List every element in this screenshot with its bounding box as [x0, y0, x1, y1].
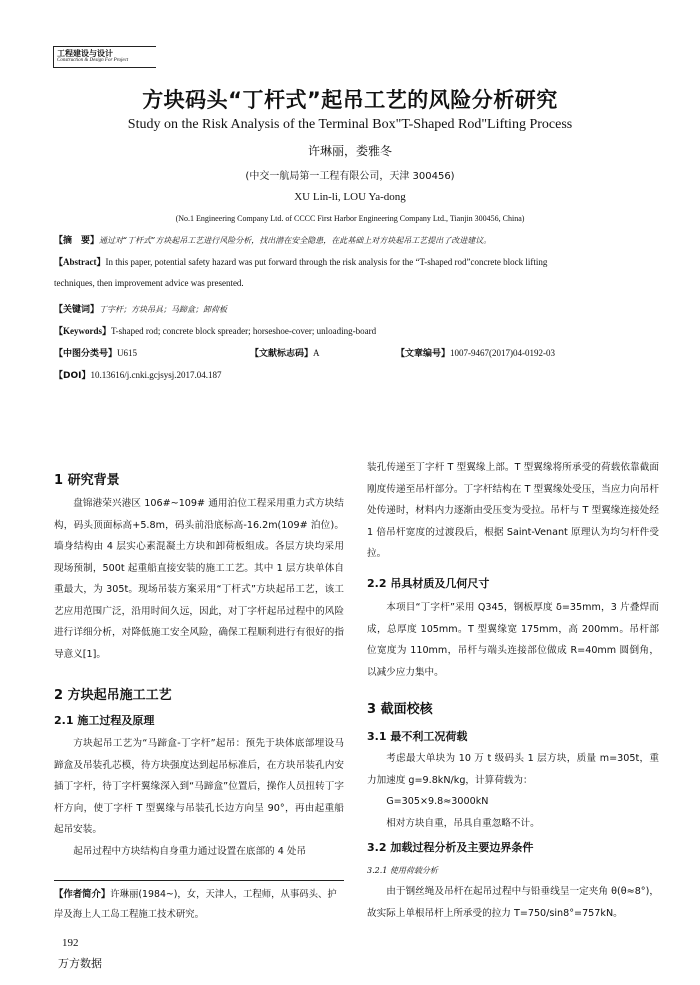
keywords-en-text: T-shaped rod; concrete block spreader; horseshoe-cover; unloading-board: [111, 326, 377, 336]
page-number: 192: [62, 937, 79, 949]
section-1-heading: 1 研究背景: [54, 473, 120, 488]
keywords-en: [54, 321, 658, 342]
doc-code-field: [250, 343, 320, 364]
wanfang-watermark: 万方数据: [58, 957, 102, 970]
article-no-field: [396, 343, 555, 364]
section-3-1-text-2: 相对方块自重，吊具自重忽略不计。: [386, 817, 540, 829]
section-3-2-1-text: 由于钢丝绳及吊杆在起吊过程中与铅垂线呈一定夹角 θ(θ≈8°)，故实际上单根吊杆上所承受的拉力 T=750/sin8°=757kN。: [367, 886, 659, 919]
section-3-1-text-1: 考虑最大单块为 10 万 t 级码头 1 层方块，质量 m=305t，重力加速度 g=9.8kN/kg，计算荷载为：: [367, 753, 659, 786]
section-2-1-paragraph: [54, 733, 344, 862]
doi-label: 【DOI】: [54, 371, 91, 381]
keywords-cn: [54, 300, 658, 320]
journal-name-cn: 工程建设与设计: [57, 49, 113, 58]
abstract-cn: [54, 231, 658, 251]
section-3-2-heading: 3.2 加载过程分析及主要边界条件: [367, 841, 534, 854]
section-2-2-text: 本项目“丁字杆”采用 Q345，钢板厚度 δ=35mm，3 片叠焊而成，总厚度 105mm。T 型翼缘宽 175mm，高 200mm。吊杆部位宽度为 110mm，吊杆与端头连接部位做成 R=40mm 圆倒角，以减少应力集中。: [367, 602, 659, 678]
abstract-cn-text: 通过对“丁杆式”方块起吊工艺进行风险分析，找出潜在安全隐患，在此基础上对方块起吊工艺提出了改进建议。: [99, 236, 492, 245]
paper-title-cn: 方块码头“丁杆式”起吊工艺的风险分析研究: [142, 88, 558, 112]
journal-name-en: Construction & Design For Project: [57, 58, 129, 63]
abstract-en-text-2: techniques, then improvement advice was presented.: [54, 278, 244, 288]
affiliation-en: (No.1 Engineering Company Ltd. of CCCC First Harbor Engineering Company Ltd., Tianjin 300456, China): [175, 214, 525, 223]
right-column-text: 装孔传递至丁字杆 T 型翼缘上部。T 型翼缘将所承受的荷载依靠截面刚度传递至吊杆部分。丁字杆结构在 T 型翼缘处受压，当应力向吊杆处传递时，材料内力逐渐由受压变为受拉。吊杆与 T 型翼缘连接处经 1 倍吊杆宽度的过渡段后，根据 Saint-Venant 原理认为均匀杆件受拉。: [367, 462, 659, 559]
authors-en: XU Lin-li, LOU Ya-dong: [294, 191, 406, 203]
article-no-label: 【文章编号】: [396, 349, 451, 359]
authors-cn: 许琳丽，娄雅冬: [307, 144, 392, 158]
right-column-paragraph: [367, 457, 659, 565]
formula: G=305×9.8≈3000kN: [386, 796, 489, 807]
paper-title-en: Study on the Risk Analysis of the Terminal Box"T-Shaped Rod"Lifting Process: [127, 117, 573, 132]
section-2-2-paragraph: [367, 597, 659, 683]
keywords-en-label: 【Keywords】: [54, 326, 111, 336]
section-2-2-heading: 2.2 吊具材质及几何尺寸: [367, 577, 490, 590]
footnote: [54, 885, 346, 925]
section-2-1-text-1: 方块起吊工艺为“马蹄盒-丁字杆”起吊：预先于块体底部埋设马蹄盒及吊装孔芯模，待方块强度达到起吊标准后，在方块吊装孔内安插丁字杆，待丁字杆翼缘深入到“马蹄盒”位置后，操作人员扭转丁字杆方向，使丁字杆 T 型翼缘与吊装孔长边方向呈 90°，再由起重船起吊安装。: [54, 738, 344, 835]
footnote-label: 【作者简介】: [54, 889, 111, 900]
keywords-cn-label: 【关键词】: [54, 305, 100, 315]
section-3-2-1-paragraph: [367, 881, 659, 924]
doi-value: 10.13616/j.cnki.gcjsysj.2017.04.187: [90, 370, 222, 380]
section-3-1-heading: 3.1 最不利工况荷载: [367, 730, 468, 743]
section-3-1-paragraph: [367, 748, 659, 834]
article-no-value: 1007-9467(2017)04-0192-03: [450, 348, 556, 358]
doc-code-value: A: [313, 348, 320, 358]
clc-value: U615: [117, 348, 138, 358]
section-2-1-text-2: 起吊过程中方块结构自身重力通过设置在底部的 4 处吊: [73, 845, 307, 857]
doc-code-label: 【文献标志码】: [250, 349, 314, 359]
keywords-cn-text: 丁字杆；方块吊具；马蹄盒；卸荷板: [99, 305, 228, 314]
section-1-text: 盘锦港荣兴港区 106#~109# 通用泊位工程采用重力式方块结构，码头顶面标高+5.8m，码头前沿底标高-16.2m(109# 泊位)。墙身结构由 4 层实心素混凝土方块和卸荷板组成。各层方块均采用现场预制，500t 起重船直接安装的施工工艺。其中 1 层方块单体自重最大，为 305t。现场吊装方案采用“丁杆式”方块起吊工艺，该工艺应用范围广泛，沿用时间久远，因此，对丁字杆起吊过程中的风险进行详细分析，对降低施工安全风险，确保工程顺利进行有很好的指导意义[1]。: [54, 498, 344, 660]
abstract-en-label: 【Abstract】: [54, 257, 106, 267]
clc-field: [54, 343, 137, 364]
section-3-heading: 3 截面校核: [367, 702, 433, 717]
abstract-en: [54, 252, 658, 294]
section-1-paragraph: [54, 493, 344, 665]
clc-label: 【中图分类号】: [54, 349, 118, 359]
doi-row: [54, 365, 658, 386]
footnote-rule: [54, 880, 344, 881]
affiliation-cn: (中交一航局第一工程有限公司，天津 300456): [245, 171, 455, 182]
footnote-text: 许琳丽(1984~)，女，天津人，工程师，从事码头、护岸及海上人工岛工程施工技术研究。: [54, 889, 337, 920]
abstract-cn-label: 【摘 要】: [54, 236, 100, 246]
journal-header: [53, 46, 156, 68]
section-2-1-heading: 2.1 施工过程及原理: [54, 714, 155, 727]
abstract-en-text-1: In this paper, potential safety hazard was put forward through the risk analysis for the “T-shaped rod”concrete block lifting: [105, 257, 548, 267]
section-2-heading: 2 方块起吊施工工艺: [54, 688, 172, 703]
section-3-2-1-heading: 3.2.1 使用荷载分析: [367, 866, 438, 875]
